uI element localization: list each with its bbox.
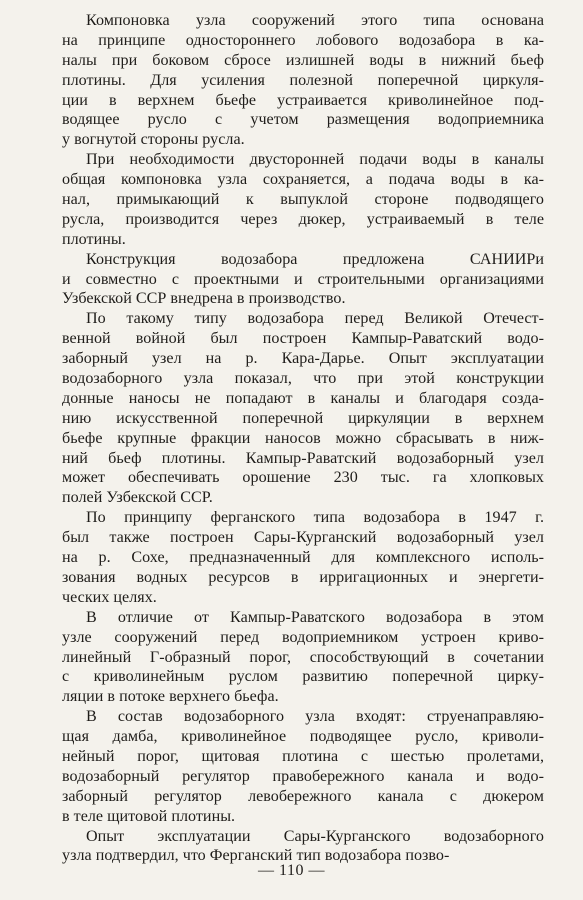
text-line: ческих целях. <box>62 588 157 606</box>
text-line: При необходимости двусторонней подачи воды в каналы <box>86 151 544 169</box>
text-line: общая компоновка узла сохраняется, а подача воды в ка- <box>62 171 544 189</box>
text-line: был также построен Сары-Курганский водозаборный узел <box>62 529 544 547</box>
text-line: нию искусственной поперечной циркуляции в верхнем <box>62 409 544 427</box>
text-line: зования водных ресурсов в ирригационных и энергети- <box>62 568 544 586</box>
paragraph <box>62 309 544 508</box>
text-line: узле сооружений перед водоприемником устроен криво- <box>62 628 544 646</box>
text-line: В состав водозаборного узла входят: струенаправляю- <box>86 708 544 726</box>
paragraph <box>62 707 544 826</box>
text-line: линейный Г-образный порог, способствующий в сочетании <box>62 648 544 666</box>
text-line: В отличие от Кампыр-Раватского водозабора в этом <box>86 608 544 626</box>
text-line: узла подтвердил, что Ферганский тип водозабора позво- <box>62 847 450 865</box>
text-line: плотины. <box>62 230 126 248</box>
text-line: водозаборный регулятор правобережного канала и водо- <box>62 767 544 785</box>
text-line: в теле щитовой плотины. <box>62 807 236 825</box>
text-line: на р. Сохе, предназначенный для комплексного исполь- <box>62 549 544 567</box>
text-line: По такому типу водозабора перед Великой Отечест- <box>86 310 544 328</box>
text-line: Узбекской ССР внедрена в производство. <box>62 290 346 308</box>
body-text <box>62 11 544 866</box>
text-line: водящее русло с учетом размещения водоприемника <box>62 111 544 129</box>
text-line: ляции в потоке верхнего бьефа. <box>62 688 279 706</box>
text-line: налы при боковом сбросе излишней воды в нижний бьеф <box>62 51 544 69</box>
paragraph <box>62 250 544 310</box>
text-line: полей Узбекской ССР. <box>62 489 213 507</box>
text-line: ции в верхнем бьефе устраивается криволинейное под- <box>62 91 544 109</box>
text-line: Компоновка узла сооружений этого типа основана <box>86 12 544 29</box>
paragraph <box>62 608 544 707</box>
page-number: — 110 — <box>258 862 325 879</box>
text-line: нейный порог, щитовая плотина с шестью пролетами, <box>62 747 544 765</box>
text-line: венной войной был построен Кампыр-Раватский водо- <box>62 330 544 348</box>
text-line: По принципу ферганского типа водозабора в 1947 г. <box>86 509 544 527</box>
text-line: донные наносы не попадают в каналы и благодаря созда- <box>62 389 544 407</box>
text-line: на принципе одностороннего лобового водозабора в ка- <box>62 31 544 49</box>
text-line: может обеспечивать орошение 230 тыс. га хлопковых <box>62 469 544 487</box>
text-line: нал, примыкающий к выпуклой стороне подводящего <box>62 191 544 209</box>
text-line: Опыт эксплуатации Сары-Курганского водозаборного <box>86 827 544 845</box>
text-line: с криволинейным руслом развитию поперечной цирку- <box>62 668 544 686</box>
text-line: ний бьеф плотины. Кампыр-Раватский водозаборный узел <box>62 449 544 467</box>
text-line: русла, производится через дюкер, устраиваемый в теле <box>62 210 544 228</box>
text-line: плотины. Для усиления полезной поперечной циркуля- <box>62 71 544 89</box>
text-line: щая дамба, криволинейное подводящее русло, криволи- <box>62 728 544 746</box>
text-line: заборный регулятор левобережного канала с дюкером <box>62 787 544 805</box>
text-line: бьефе крупные фракции наносов можно сбрасывать в ниж- <box>62 429 544 447</box>
paragraph <box>62 150 544 249</box>
paragraph <box>62 508 544 607</box>
text-line: и совместно с проектными и строительными организациями <box>62 270 544 288</box>
text-line: заборный узел на р. Кара-Дарье. Опыт эксплуатации <box>62 350 544 368</box>
text-line: Конструкция водозабора предложена САНИИРи <box>86 250 544 268</box>
text-line: водозаборного узла показал, что при этой конструкции <box>62 370 544 388</box>
paragraph <box>62 827 544 867</box>
paragraph <box>62 11 544 150</box>
text-line: у вогнутой стороны русла. <box>62 131 245 149</box>
